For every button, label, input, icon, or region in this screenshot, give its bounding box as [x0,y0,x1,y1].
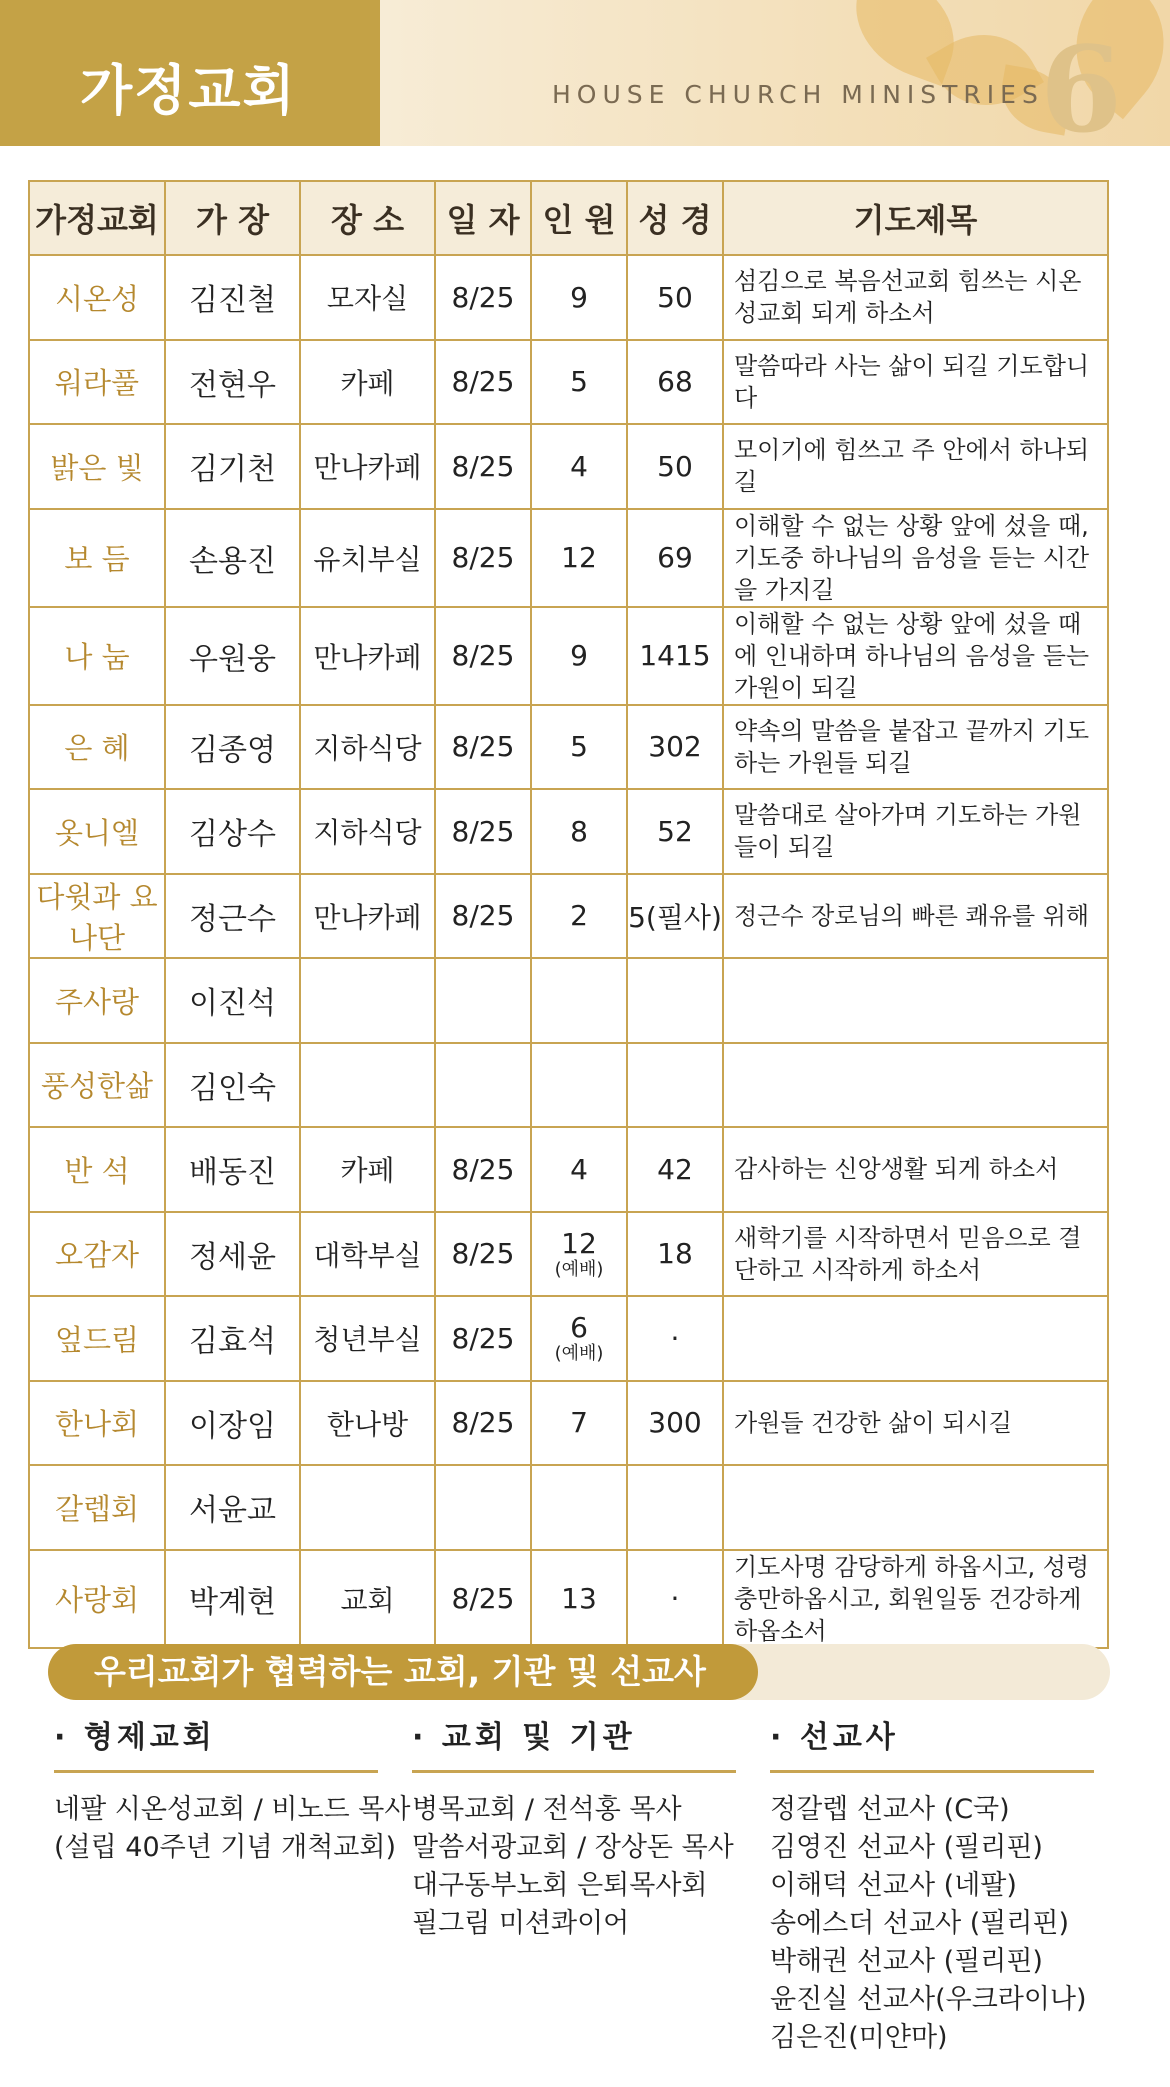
column-header: 일 자 [435,181,531,255]
table-header-row [29,181,1108,255]
churches-institutions-column [412,1712,736,1943]
date-cell [435,1043,531,1128]
church-name-cell: 오감자 [29,1212,165,1297]
count-cell [531,1212,627,1297]
table-row [29,607,1108,705]
leader-cell: 손용진 [165,509,300,607]
place-cell [300,958,435,1043]
count-cell: 9 [531,607,627,705]
table-row [29,1465,1108,1550]
column-title: · 선교사 [770,1712,1094,1773]
column-list [770,1791,1094,2057]
list-item: 병목교회 / 전석홍 목사 [412,1794,682,1825]
table-row [29,874,1108,959]
bible-cell: 5(필사) [627,874,723,959]
table-row [29,705,1108,790]
place-cell: 대학부실 [300,1212,435,1297]
list-item: 박해권 선교사 (필리핀) [770,1946,1043,1977]
date-cell: 8/25 [435,509,531,607]
bible-cell [627,958,723,1043]
table-row [29,1043,1108,1128]
prayer-cell: 이해할 수 없는 상황 앞에 섰을 때에 인내하며 하나님의 음성을 듣는 가원이 되길 [723,607,1108,705]
bible-cell: 18 [627,1212,723,1297]
count-cell: 2 [531,874,627,959]
page-number: 6 [1040,20,1123,159]
leader-cell: 이장임 [165,1381,300,1466]
leader-cell: 정근수 [165,874,300,959]
page-header [0,0,1170,159]
leader-cell: 박계현 [165,1550,300,1648]
place-cell [300,1043,435,1128]
count-note: (예배) [554,1343,604,1365]
leader-cell: 서윤교 [165,1465,300,1550]
list-item: (설립 40주년 기념 개척교회) [54,1832,396,1863]
count-cell: 5 [531,340,627,425]
table-row [29,1296,1108,1381]
place-cell: 만나카페 [300,424,435,509]
prayer-cell: 말씀대로 살아가며 기도하는 가원들이 되길 [723,789,1108,874]
count-cell [531,1296,627,1381]
list-item: 김은진(미얀마) [770,2022,948,2053]
count-cell [531,958,627,1043]
bible-cell [627,1043,723,1128]
church-name-cell: 한나회 [29,1381,165,1466]
prayer-cell: 모이기에 힘쓰고 주 안에서 하나되길 [723,424,1108,509]
place-cell [300,1465,435,1550]
church-name-cell: 갈렙회 [29,1465,165,1550]
count-cell: 8 [531,789,627,874]
count-cell [531,1465,627,1550]
prayer-cell: 말씀따라 사는 삶이 되길 기도합니다 [723,340,1108,425]
date-cell: 8/25 [435,255,531,340]
date-cell: 8/25 [435,424,531,509]
bible-cell [627,1465,723,1550]
bible-cell: · [627,1550,723,1648]
bible-cell: · [627,1296,723,1381]
prayer-cell [723,1043,1108,1128]
date-cell: 8/25 [435,340,531,425]
column-header: 인 원 [531,181,627,255]
column-header: 가 장 [165,181,300,255]
place-cell: 청년부실 [300,1296,435,1381]
table-row [29,509,1108,607]
column-list [412,1791,736,1943]
missionaries-column [770,1712,1094,2057]
list-item: 김영진 선교사 (필리핀) [770,1832,1043,1863]
leader-cell: 이진석 [165,958,300,1043]
count-cell [531,1043,627,1128]
leader-cell: 김종영 [165,705,300,790]
bible-cell: 50 [627,424,723,509]
bible-cell: 52 [627,789,723,874]
prayer-cell: 기도사명 감당하게 하옵시고, 성령충만하옵시고, 회원일동 건강하게 하옵소서 [723,1550,1108,1648]
date-cell [435,1465,531,1550]
column-header: 기도제목 [723,181,1108,255]
leader-cell: 김진철 [165,255,300,340]
date-cell: 8/25 [435,874,531,959]
bible-cell: 1415 [627,607,723,705]
church-name-cell: 밝은 빛 [29,424,165,509]
date-cell [435,958,531,1043]
column-title: · 교회 및 기관 [412,1712,736,1773]
count-cell: 12 [531,509,627,607]
place-cell: 카페 [300,1127,435,1212]
list-item: 네팔 시온성교회 / 비노드 목사 [54,1794,411,1825]
date-cell: 8/25 [435,1296,531,1381]
bible-cell: 302 [627,705,723,790]
table-row [29,1212,1108,1297]
church-name-cell: 엎드림 [29,1296,165,1381]
count-note: (예배) [554,1258,604,1280]
leader-cell: 정세윤 [165,1212,300,1297]
prayer-cell [723,1296,1108,1381]
place-cell: 유치부실 [300,509,435,607]
bible-cell: 300 [627,1381,723,1466]
list-item: 대구동부노회 은퇴목사회 [412,1870,708,1901]
list-item: 정갈렙 선교사 (C국) [770,1794,1010,1825]
prayer-cell: 가원들 건강한 삶이 되시길 [723,1381,1108,1466]
place-cell: 모자실 [300,255,435,340]
table-row [29,1550,1108,1648]
leader-cell: 우원웅 [165,607,300,705]
date-cell: 8/25 [435,1127,531,1212]
church-name-cell: 시온성 [29,255,165,340]
date-cell: 8/25 [435,607,531,705]
prayer-cell: 감사하는 신앙생활 되게 하소서 [723,1127,1108,1212]
table-row [29,1127,1108,1212]
list-item: 말씀서광교회 / 장상돈 목사 [412,1832,734,1863]
prayer-cell [723,958,1108,1043]
church-name-cell: 풍성한삶 [29,1043,165,1128]
date-cell: 8/25 [435,1212,531,1297]
place-cell: 지하식당 [300,789,435,874]
church-name-cell: 옷니엘 [29,789,165,874]
leader-cell: 전현우 [165,340,300,425]
column-list [54,1791,411,1867]
column-header: 성 경 [627,181,723,255]
page-subtitle: HOUSE CHURCH MINISTRIES [552,80,1044,109]
place-cell: 지하식당 [300,705,435,790]
leader-cell: 김기천 [165,424,300,509]
bible-cell: 69 [627,509,723,607]
table-row [29,1381,1108,1466]
count-cell: 4 [531,1127,627,1212]
date-cell: 8/25 [435,789,531,874]
bible-cell: 50 [627,255,723,340]
count-cell: 7 [531,1381,627,1466]
house-church-table [28,180,1109,1649]
page-title: 가정교회 [80,59,297,122]
table-row [29,255,1108,340]
list-item: 이해덕 선교사 (네팔) [770,1870,1017,1901]
place-cell: 만나카페 [300,607,435,705]
list-item: 필그림 미션콰이어 [412,1908,630,1939]
table-row [29,424,1108,509]
prayer-cell: 이해할 수 없는 상황 앞에 섰을 때, 기도중 하나님의 음성을 듣는 시간을 가지길 [723,509,1108,607]
count-cell: 4 [531,424,627,509]
leader-cell: 김상수 [165,789,300,874]
prayer-cell [723,1465,1108,1550]
church-name-cell: 은 혜 [29,705,165,790]
list-item: 송에스더 선교사 (필리핀) [770,1908,1070,1939]
leader-cell: 배동진 [165,1127,300,1212]
table-row [29,340,1108,425]
column-header: 장 소 [300,181,435,255]
church-name-cell: 보 듬 [29,509,165,607]
column-header: 가정교회 [29,181,165,255]
count-value: 12 [561,1226,597,1260]
prayer-cell: 섬김으로 복음선교회 힘쓰는 시온성교회 되게 하소서 [723,255,1108,340]
church-name-cell: 워라풀 [29,340,165,425]
count-cell: 5 [531,705,627,790]
bible-cell: 68 [627,340,723,425]
church-name-cell: 다윗과 요나단 [29,874,165,959]
table-row [29,789,1108,874]
leader-cell: 김효석 [165,1296,300,1381]
prayer-cell: 정근수 장로님의 빠른 쾌유를 위해 [723,874,1108,959]
prayer-cell: 새학기를 시작하면서 믿음으로 결단하고 시작하게 하소서 [723,1212,1108,1297]
prayer-cell: 약속의 말씀을 붙잡고 끝까지 기도하는 가원들 되길 [723,705,1108,790]
leader-cell: 김인숙 [165,1043,300,1128]
count-cell: 9 [531,255,627,340]
column-title: · 형제교회 [54,1712,378,1773]
sister-churches-column [54,1712,411,1867]
table-row [29,958,1108,1043]
date-cell: 8/25 [435,705,531,790]
count-value: 6 [570,1311,588,1345]
bible-cell: 42 [627,1127,723,1212]
list-item: 윤진실 선교사(우크라이나) [770,1984,1087,2015]
place-cell: 만나카페 [300,874,435,959]
place-cell: 카페 [300,340,435,425]
date-cell: 8/25 [435,1381,531,1466]
church-name-cell: 주사랑 [29,958,165,1043]
church-name-cell: 나 눔 [29,607,165,705]
church-name-cell: 사랑회 [29,1550,165,1648]
place-cell: 한나방 [300,1381,435,1466]
count-cell: 13 [531,1550,627,1648]
place-cell: 교회 [300,1550,435,1648]
date-cell: 8/25 [435,1550,531,1648]
section-banner: 우리교회가 협력하는 교회, 기관 및 선교사 [48,1644,758,1700]
church-name-cell: 반 석 [29,1127,165,1212]
